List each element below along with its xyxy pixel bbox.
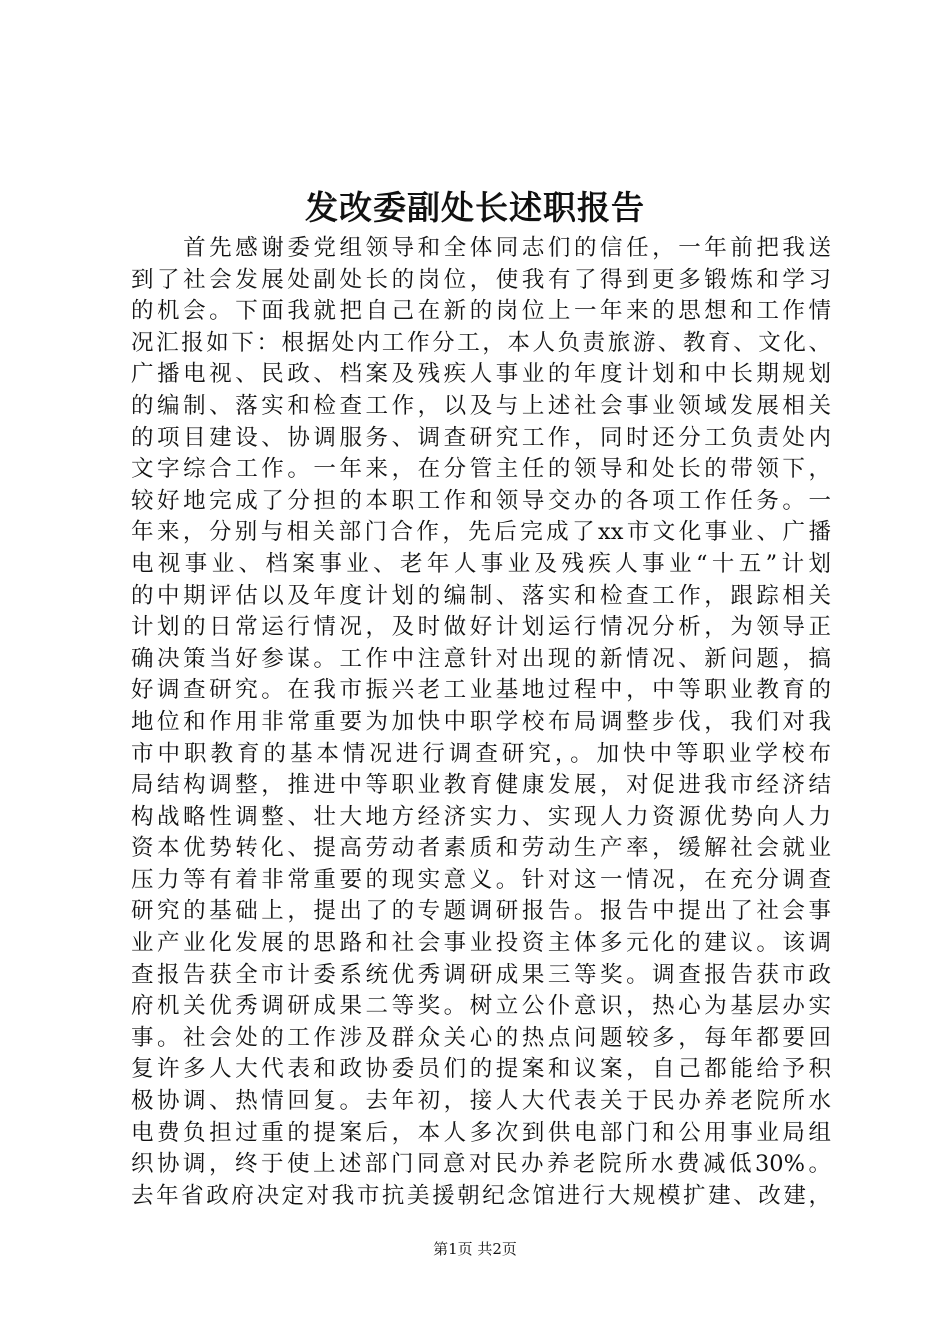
page-footer: 第1页 共2页 (433, 1240, 517, 1258)
body-line: 去年省政府决定对我市抗美援朝纪念馆进行大规模扩建、改建， (131, 1182, 831, 1209)
body-line: 府机关优秀调研成果二等奖。树立公仆意识，热心为基层办实 (131, 993, 831, 1020)
body-line: 研究的基础上，提出了的专题调研报告。报告中提出了社会事 (131, 898, 831, 925)
body-line: 广播电视、民政、档案及残疾人事业的年度计划和中长期规划 (131, 361, 831, 388)
body-line: 的机会。下面我就把自己在新的岗位上一年来的思想和工作情 (131, 298, 831, 325)
body-line: 业产业化发展的思路和社会事业投资主体多元化的建议。该调 (131, 930, 831, 957)
body-line: 电视事业、档案事业、老年人事业及残疾人事业“十五”计划 (131, 550, 831, 577)
body-line: 的项目建设、协调服务、调查研究工作，同时还分工负责处内 (131, 424, 831, 451)
body-line: 构战略性调整、壮大地方经济实力、实现人力资源优势向人力 (131, 803, 831, 830)
body-line: 好调查研究。在我市振兴老工业基地过程中，中等职业教育的 (131, 677, 831, 704)
body-line: 的中期评估以及年度计划的编制、落实和检查工作，跟踪相关 (131, 582, 831, 609)
body-line: 查报告获全市计委系统优秀调研成果三等奖。调查报告获市政 (131, 961, 831, 988)
body-line: 的编制、落实和检查工作，以及与上述社会事业领域发展相关 (131, 392, 831, 419)
body-line: 织协调，终于使上述部门同意对民办养老院所水费减低30%。 (131, 1151, 831, 1178)
body-line: 局结构调整，推进中等职业教育健康发展，对促进我市经济结 (131, 772, 831, 799)
body-line: 事。社会处的工作涉及群众关心的热点问题较多，每年都要回 (131, 1024, 831, 1051)
body-line: 电费负担过重的提案后，本人多次到供电部门和公用事业局组 (131, 1119, 831, 1146)
body-line: 市中职教育的基本情况进行调查研究，。加快中等职业学校布 (131, 740, 831, 767)
body-line: 较好地完成了分担的本职工作和领导交办的各项工作任务。一 (131, 487, 831, 514)
document-body (131, 233, 831, 1212)
body-line: 况汇报如下：根据处内工作分工，本人负责旅游、教育、文化、 (131, 329, 831, 356)
body-line: 文字综合工作。一年来，在分管主任的领导和处长的带领下， (131, 456, 831, 483)
body-line: 首先感谢委党组领导和全体同志们的信任，一年前把我送 (131, 235, 831, 261)
document-title: 发改委副处长述职报告 (305, 188, 645, 227)
body-line: 极协调、热情回复。去年初，接人大代表关于民办养老院所水 (131, 1088, 831, 1115)
body-line: 确决策当好参谋。工作中注意针对出现的新情况、新问题，搞 (131, 645, 831, 672)
body-line: 到了社会发展处副处长的岗位，使我有了得到更多锻炼和学习 (131, 266, 831, 293)
body-line: 计划的日常运行情况，及时做好计划运行情况分析，为领导正 (131, 614, 831, 641)
body-line: 压力等有着非常重要的现实意义。针对这一情况，在充分调查 (131, 866, 831, 893)
body-line: 复许多人大代表和政协委员们的提案和议案，自己都能给予积 (131, 1056, 831, 1083)
body-line: 资本优势转化、提高劳动者素质和劳动生产率，缓解社会就业 (131, 835, 831, 862)
body-line: 年来，分别与相关部门合作，先后完成了xx市文化事业、广播 (131, 519, 831, 546)
body-line: 地位和作用非常重要为加快中职学校布局调整步伐，我们对我 (131, 708, 831, 735)
